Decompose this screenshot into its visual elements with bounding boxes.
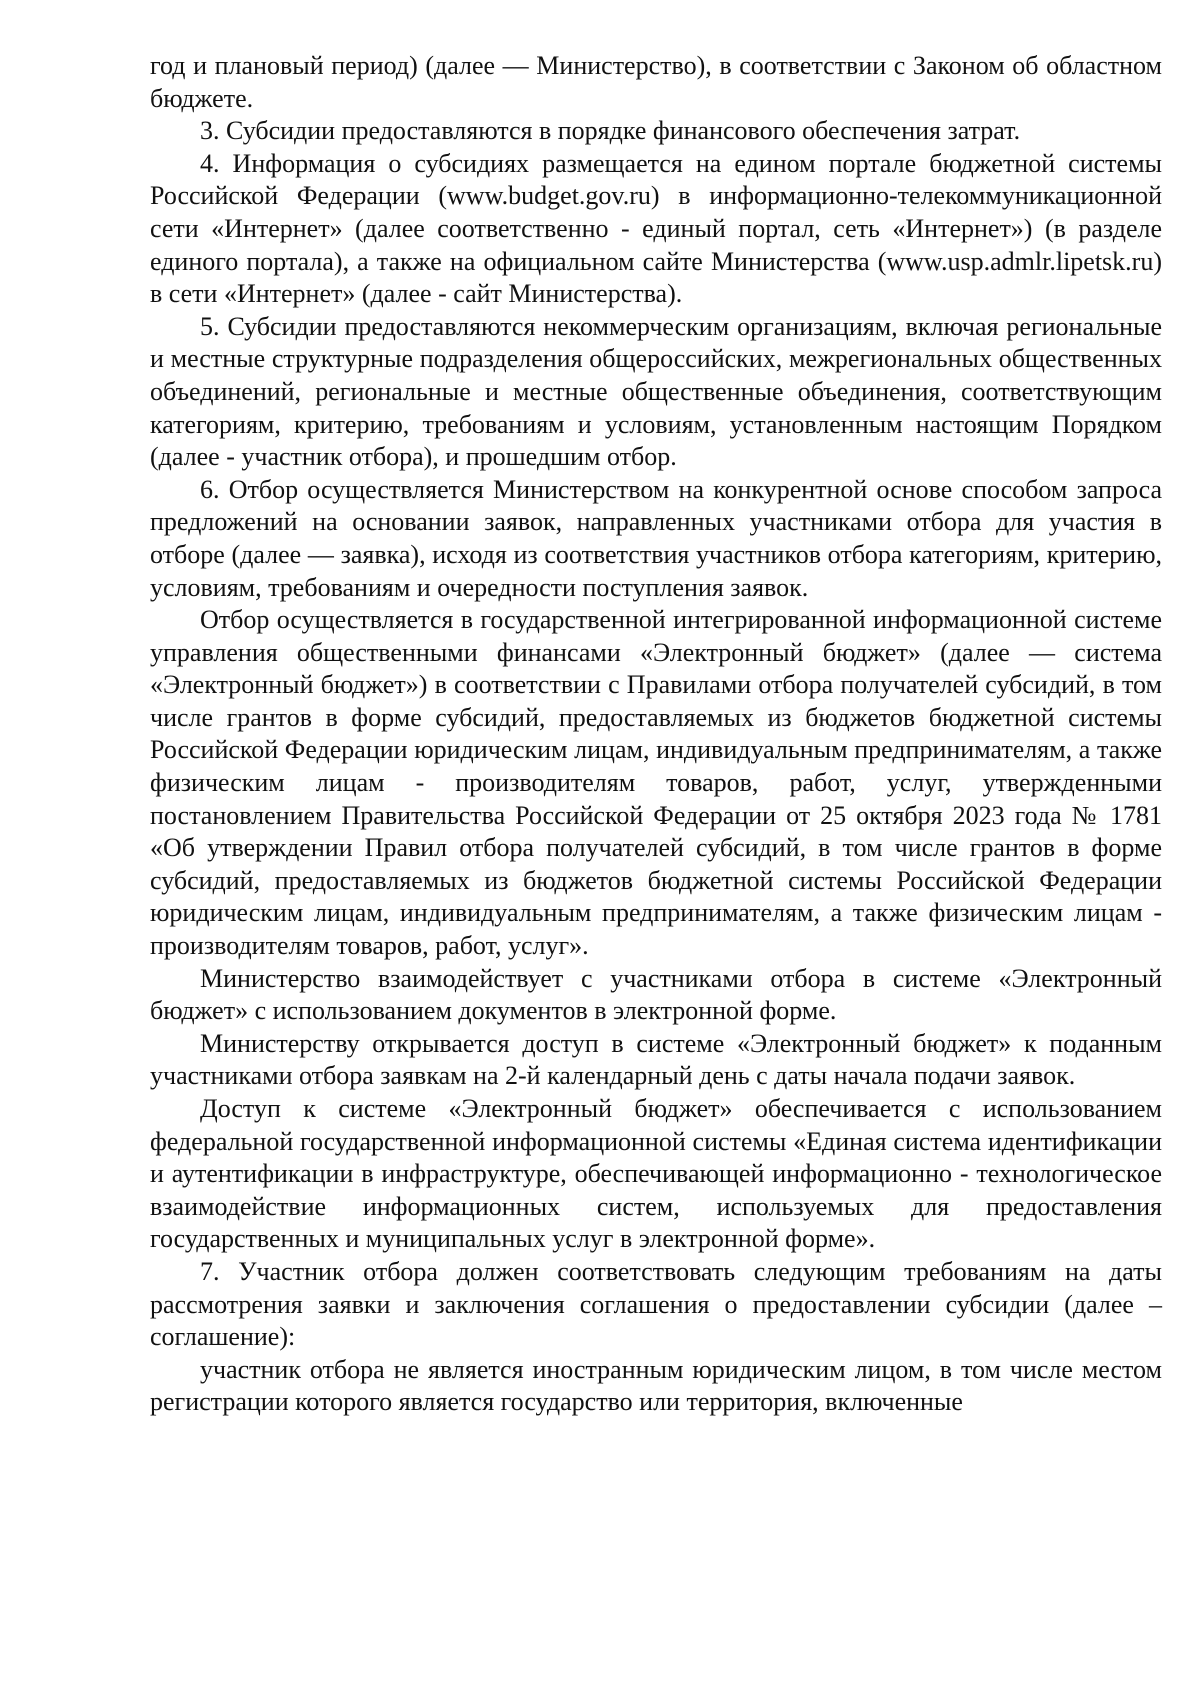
paragraph-requirement-foreign-entity: участник отбора не является иностранным юридическим лицом, в том числе местом регистрации которого является государство или территория, включенные [150, 1354, 1162, 1417]
paragraph-electronic-budget-system: Отбор осуществляется в государственной интегрированной информационной системе управления общественными финансами «Электронный бюджет» (далее — система «Электронный бюджет») в соответствии с Правилами отбора получателей субсидий, в том числе грантов в форме субсидий, предоставляемых из бюджетов бюджетной системы Российской Федерации юридическим лицам, индивидуальным предпринимателям, а также физическим лицам - производителям товаров, работ, услуг, утвержденными постановлением Правительства Российской Федерации от 25 октября 2023 года № 1781 «Об утверждении Правил отбора получателей субсидий, в том числе грантов в форме субсидий, предоставляемых из бюджетов бюджетной системы Российской Федерации юридическим лицам, индивидуальным предпринимателям, а также физическим лицам - производителям товаров, работ, услуг». [150, 605, 1162, 961]
paragraph-4-subsidy-information: 4. Информация о субсидиях размещается на едином портале бюджетной системы Российской Федерации (www.budget.gov.ru) в информационно-телекоммуникационной сети «Интернет» (далее соответственно - единый портал, сеть «Интернет») (в разделе единого портала), а также на официальном сайте Министерства (www.usp.admlr.lipetsk.ru) в сети «Интернет» (далее - сайт Министерства). [150, 148, 1162, 309]
paragraph-3-subsidy-procedure: 3. Субсидии предоставляются в порядке финансового обеспечения затрат. [200, 116, 1021, 146]
paragraph-ministry-interaction: Министерство взаимодействует с участниками отбора в системе «Электронный бюджет» с использованием документов в электронной форме. [150, 963, 1162, 1026]
document-page [150, 50, 1162, 1419]
paragraph-ministry-continuation: год и плановый период) (далее — Министерство), в соответствии с Законом об областном бюджете. [150, 51, 1162, 113]
paragraph-7-requirements: 7. Участник отбора должен соответствовать следующим требованиям на даты рассмотрения заявки и заключения соглашения о предоставлении субсидии (далее – соглашение): [150, 1256, 1162, 1352]
paragraph-system-access: Доступ к системе «Электронный бюджет» обеспечивается с использованием федеральной государственной информационной системы «Единая система идентификации и аутентификации в инфраструктуре, обеспечивающей информационно - технологическое взаимодействие информационных систем, используемых для предоставления государственных и муниципальных услуг в электронной форме». [150, 1094, 1162, 1254]
paragraph-ministry-access: Министерству открывается доступ в системе «Электронный бюджет» к поданным участниками отбора заявкам на 2-й календарный день с даты начала подачи заявок. [150, 1028, 1162, 1091]
paragraph-6-selection: 6. Отбор осуществляется Министерством на конкурентной основе способом запроса предложений на основании заявок, направленных участниками отбора для участия в отборе (далее — заявка), исходя из соответствия участников отбора категориям, критерию, условиям, требованиям и очередности поступления заявок. [150, 474, 1162, 602]
paragraph-5-recipients: 5. Субсидии предоставляются некоммерческим организациям, включая региональные и местные структурные подразделения общероссийских, межрегиональных общественных объединений, региональные и местные общественные объединения, соответствующим категориям, критерию, требованиям и условиям, установленным настоящим Порядком (далее - участник отбора), и прошедшим отбор. [150, 311, 1162, 472]
